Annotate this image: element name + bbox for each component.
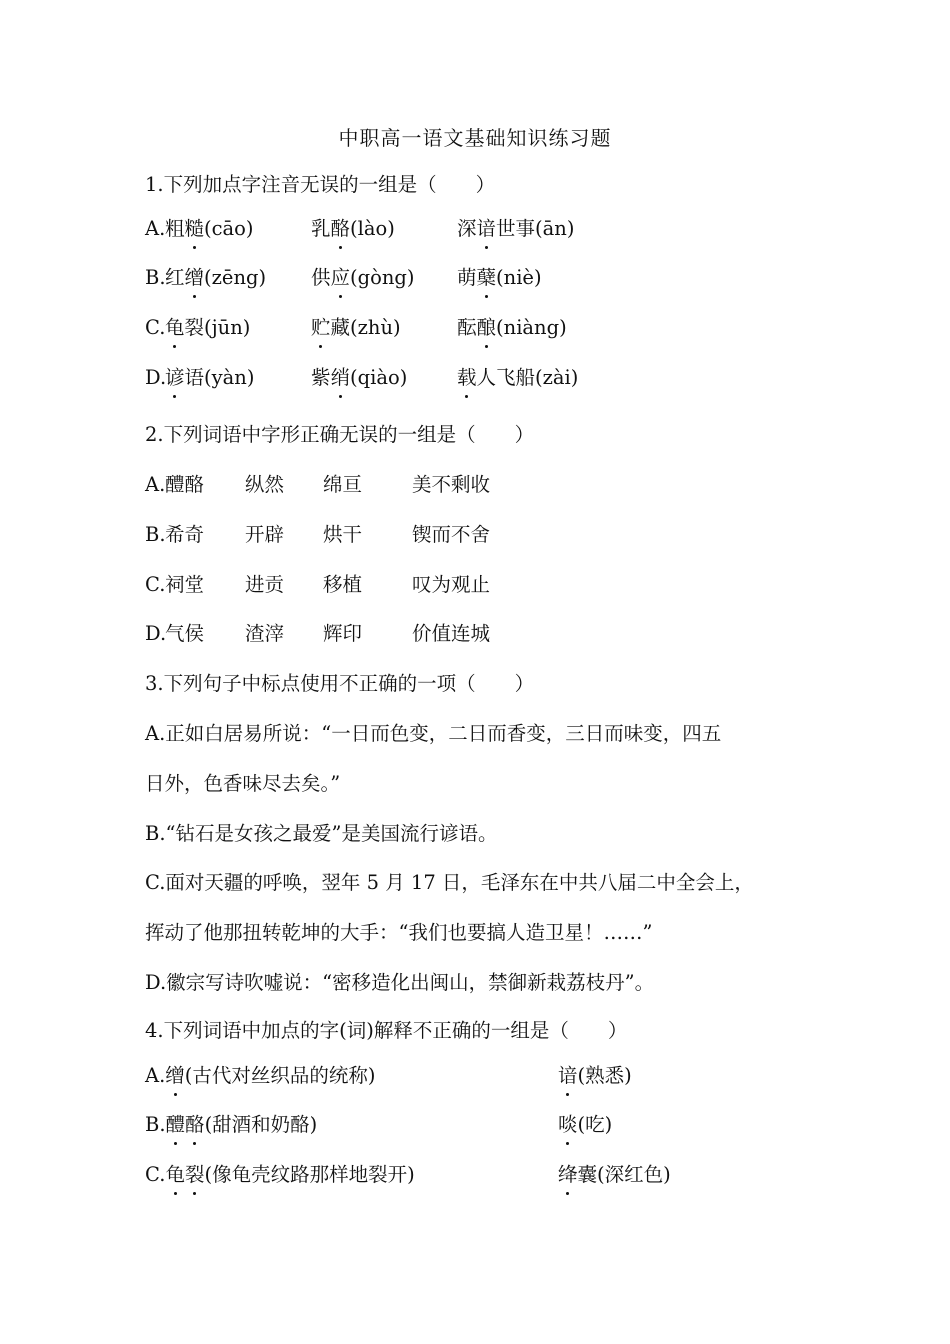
q3-option-d: D.徽宗写诗吹嘘说：“密移造化出闽山，禁御新栽荔枝丹”。 — [145, 971, 655, 994]
q3-option-a-line-1: A.正如白居易所说：“一日而色变，二日而香变，三日而味变，四五 — [145, 722, 722, 745]
q1-option-d — [145, 365, 579, 391]
q1-option-b — [145, 265, 542, 291]
emphasis-dot-char: 载 — [457, 366, 477, 389]
option-label: B. — [145, 266, 166, 289]
q3-option-b: B.“钻石是女孩之最爱”是美国流行谚语。 — [145, 822, 498, 845]
option-label: A. — [145, 217, 166, 240]
emphasis-dot-char: 绡 — [330, 366, 351, 389]
page-title: 中职高一语文基础知识练习题 — [338, 126, 612, 150]
emphasis-dot-char: 龟 — [165, 316, 185, 339]
q1-c-item-1: 龟裂(jūn) — [165, 316, 251, 339]
question-2-stem: 2.下列词语中字形正确无误的一组是（ ） — [145, 423, 535, 446]
emphasis-dot-char: 谚 — [165, 366, 185, 389]
emphasis-dot-char: 谙 — [476, 217, 497, 240]
q1-a-item-1: 粗糙(cāo) — [165, 217, 254, 240]
q4-option-b: B.醴酪(甜酒和奶酪) 啖(吃) — [145, 1113, 613, 1136]
option-label: D. — [145, 366, 167, 389]
q2-option-c: C. 祠堂 进贡 移植 叹为观止 — [145, 573, 491, 596]
q1-d-item-3: 载人飞船(zài) — [457, 366, 579, 389]
q4-option-a: A.缯(古代对丝织品的统称) 谙(熟悉) — [145, 1064, 632, 1087]
question-4-stem: 4.下列词语中加点的字(词)解释不正确的一组是（ ） — [145, 1019, 628, 1042]
q1-b-item-1: 红缯(zēng) — [165, 266, 267, 289]
q1-c-item-2: 贮藏(zhù) — [311, 316, 401, 339]
emphasis-dot-char: 糙 — [184, 217, 205, 240]
q1-d-item-2: 紫绡(qiào) — [311, 366, 408, 389]
q1-a-item-2: 乳酪(lào) — [311, 217, 395, 240]
emphasis-dot-char: 缯 — [184, 266, 205, 289]
q4-c-right: 绛囊(深红色) — [558, 1163, 671, 1186]
q2-option-a: A. 醴酪 纵然 绵亘 美不剩收 — [145, 473, 491, 496]
question-1-stem: 1.下列加点字注音无误的一组是（ ） — [145, 173, 496, 196]
q1-d-item-1: 谚语(yàn) — [165, 366, 255, 389]
emphasis-dot-char: 绛 — [558, 1163, 578, 1186]
emphasis-dot-char: 酪 — [330, 217, 351, 240]
emphasis-dot-char: 酿 — [476, 316, 497, 339]
emphasis-dot-char: 啖 — [558, 1113, 578, 1136]
q1-option-c — [145, 315, 567, 341]
q1-b-item-3: 萌蘖(niè) — [457, 266, 542, 289]
q1-c-item-3: 酝酿(niàng) — [457, 316, 567, 339]
emphasis-dot-word: 龟裂 — [165, 1163, 205, 1186]
q1-a-item-3: 深谙世事(ān) — [457, 217, 575, 240]
q3-option-c-line-2: 挥动了他那扭转乾坤的大手：“我们也要搞人造卫星！……” — [145, 921, 653, 944]
q4-a-right: 谙(熟悉) — [558, 1064, 632, 1087]
q4-option-c: C.龟裂(像龟壳纹路那样地裂开) 绛囊(深红色) — [145, 1163, 671, 1186]
emphasis-dot-word: 醴酪 — [165, 1113, 205, 1136]
emphasis-dot-char: 谙 — [558, 1064, 578, 1087]
emphasis-dot-char: 缯 — [165, 1064, 185, 1087]
q1-b-item-2: 供应(gòng) — [311, 266, 415, 289]
q3-option-a-line-2: 日外，色香味尽去矣。” — [145, 772, 341, 795]
q3-option-c-line-1: C.面对天疆的呼唤，翌年 5 月 17 日，毛泽东在中共八届二中全会上， — [145, 871, 754, 894]
option-label: C. — [145, 316, 166, 339]
q4-b-right: 啖(吃) — [558, 1113, 613, 1136]
q1-option-a — [145, 216, 575, 242]
emphasis-dot-char: 应 — [330, 266, 351, 289]
emphasis-dot-char: 贮 — [311, 316, 331, 339]
question-3-stem: 3.下列句子中标点使用不正确的一项（ ） — [145, 672, 535, 695]
q2-option-d: D. 气侯 渣滓 辉印 价值连城 — [145, 622, 491, 645]
q2-option-b: B. 希奇 开辟 烘干 锲而不舍 — [145, 523, 491, 546]
emphasis-dot-char: 蘖 — [476, 266, 497, 289]
